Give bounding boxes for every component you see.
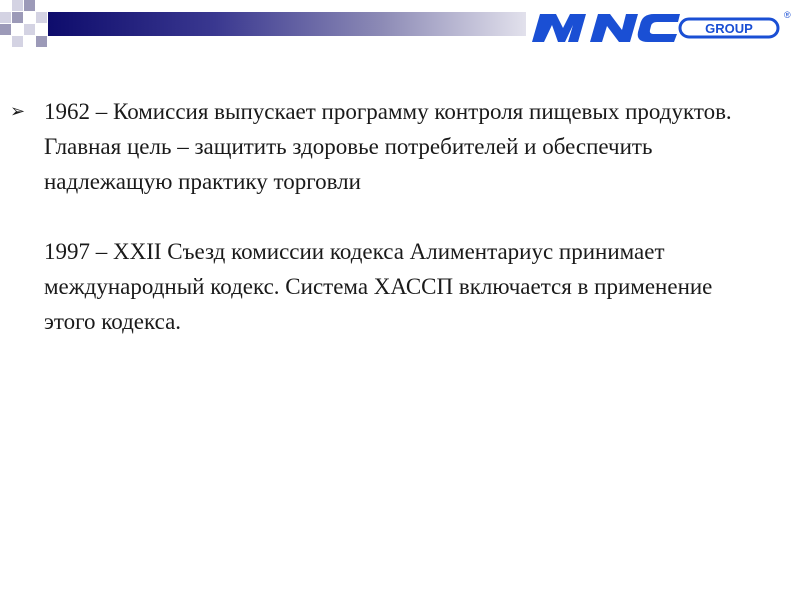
slide-content <box>0 94 800 339</box>
paragraph-1962 <box>0 94 764 199</box>
arrow-bullet-icon: ➢ <box>10 101 26 122</box>
mnc-logo-icon <box>530 8 792 48</box>
registered-mark: ® <box>784 10 791 20</box>
logo-group-text: GROUP <box>705 21 753 36</box>
paragraph-text: 1962 – Комиссия выпускает программу контроля пищевых продуктов. Главная цель – защитить здоровье потребителей и обеспечить надлежащую практику торговли <box>44 99 732 194</box>
paragraph-1997 <box>0 234 764 339</box>
header-gradient-bar <box>48 12 526 36</box>
paragraph-text: 1997 – XXII Съезд комиссии кодекса Алиментариус принимает международный кодекс. Система ХАССП включается в применение этого кодекса. <box>44 239 713 334</box>
mnc-group-logo <box>530 8 792 48</box>
